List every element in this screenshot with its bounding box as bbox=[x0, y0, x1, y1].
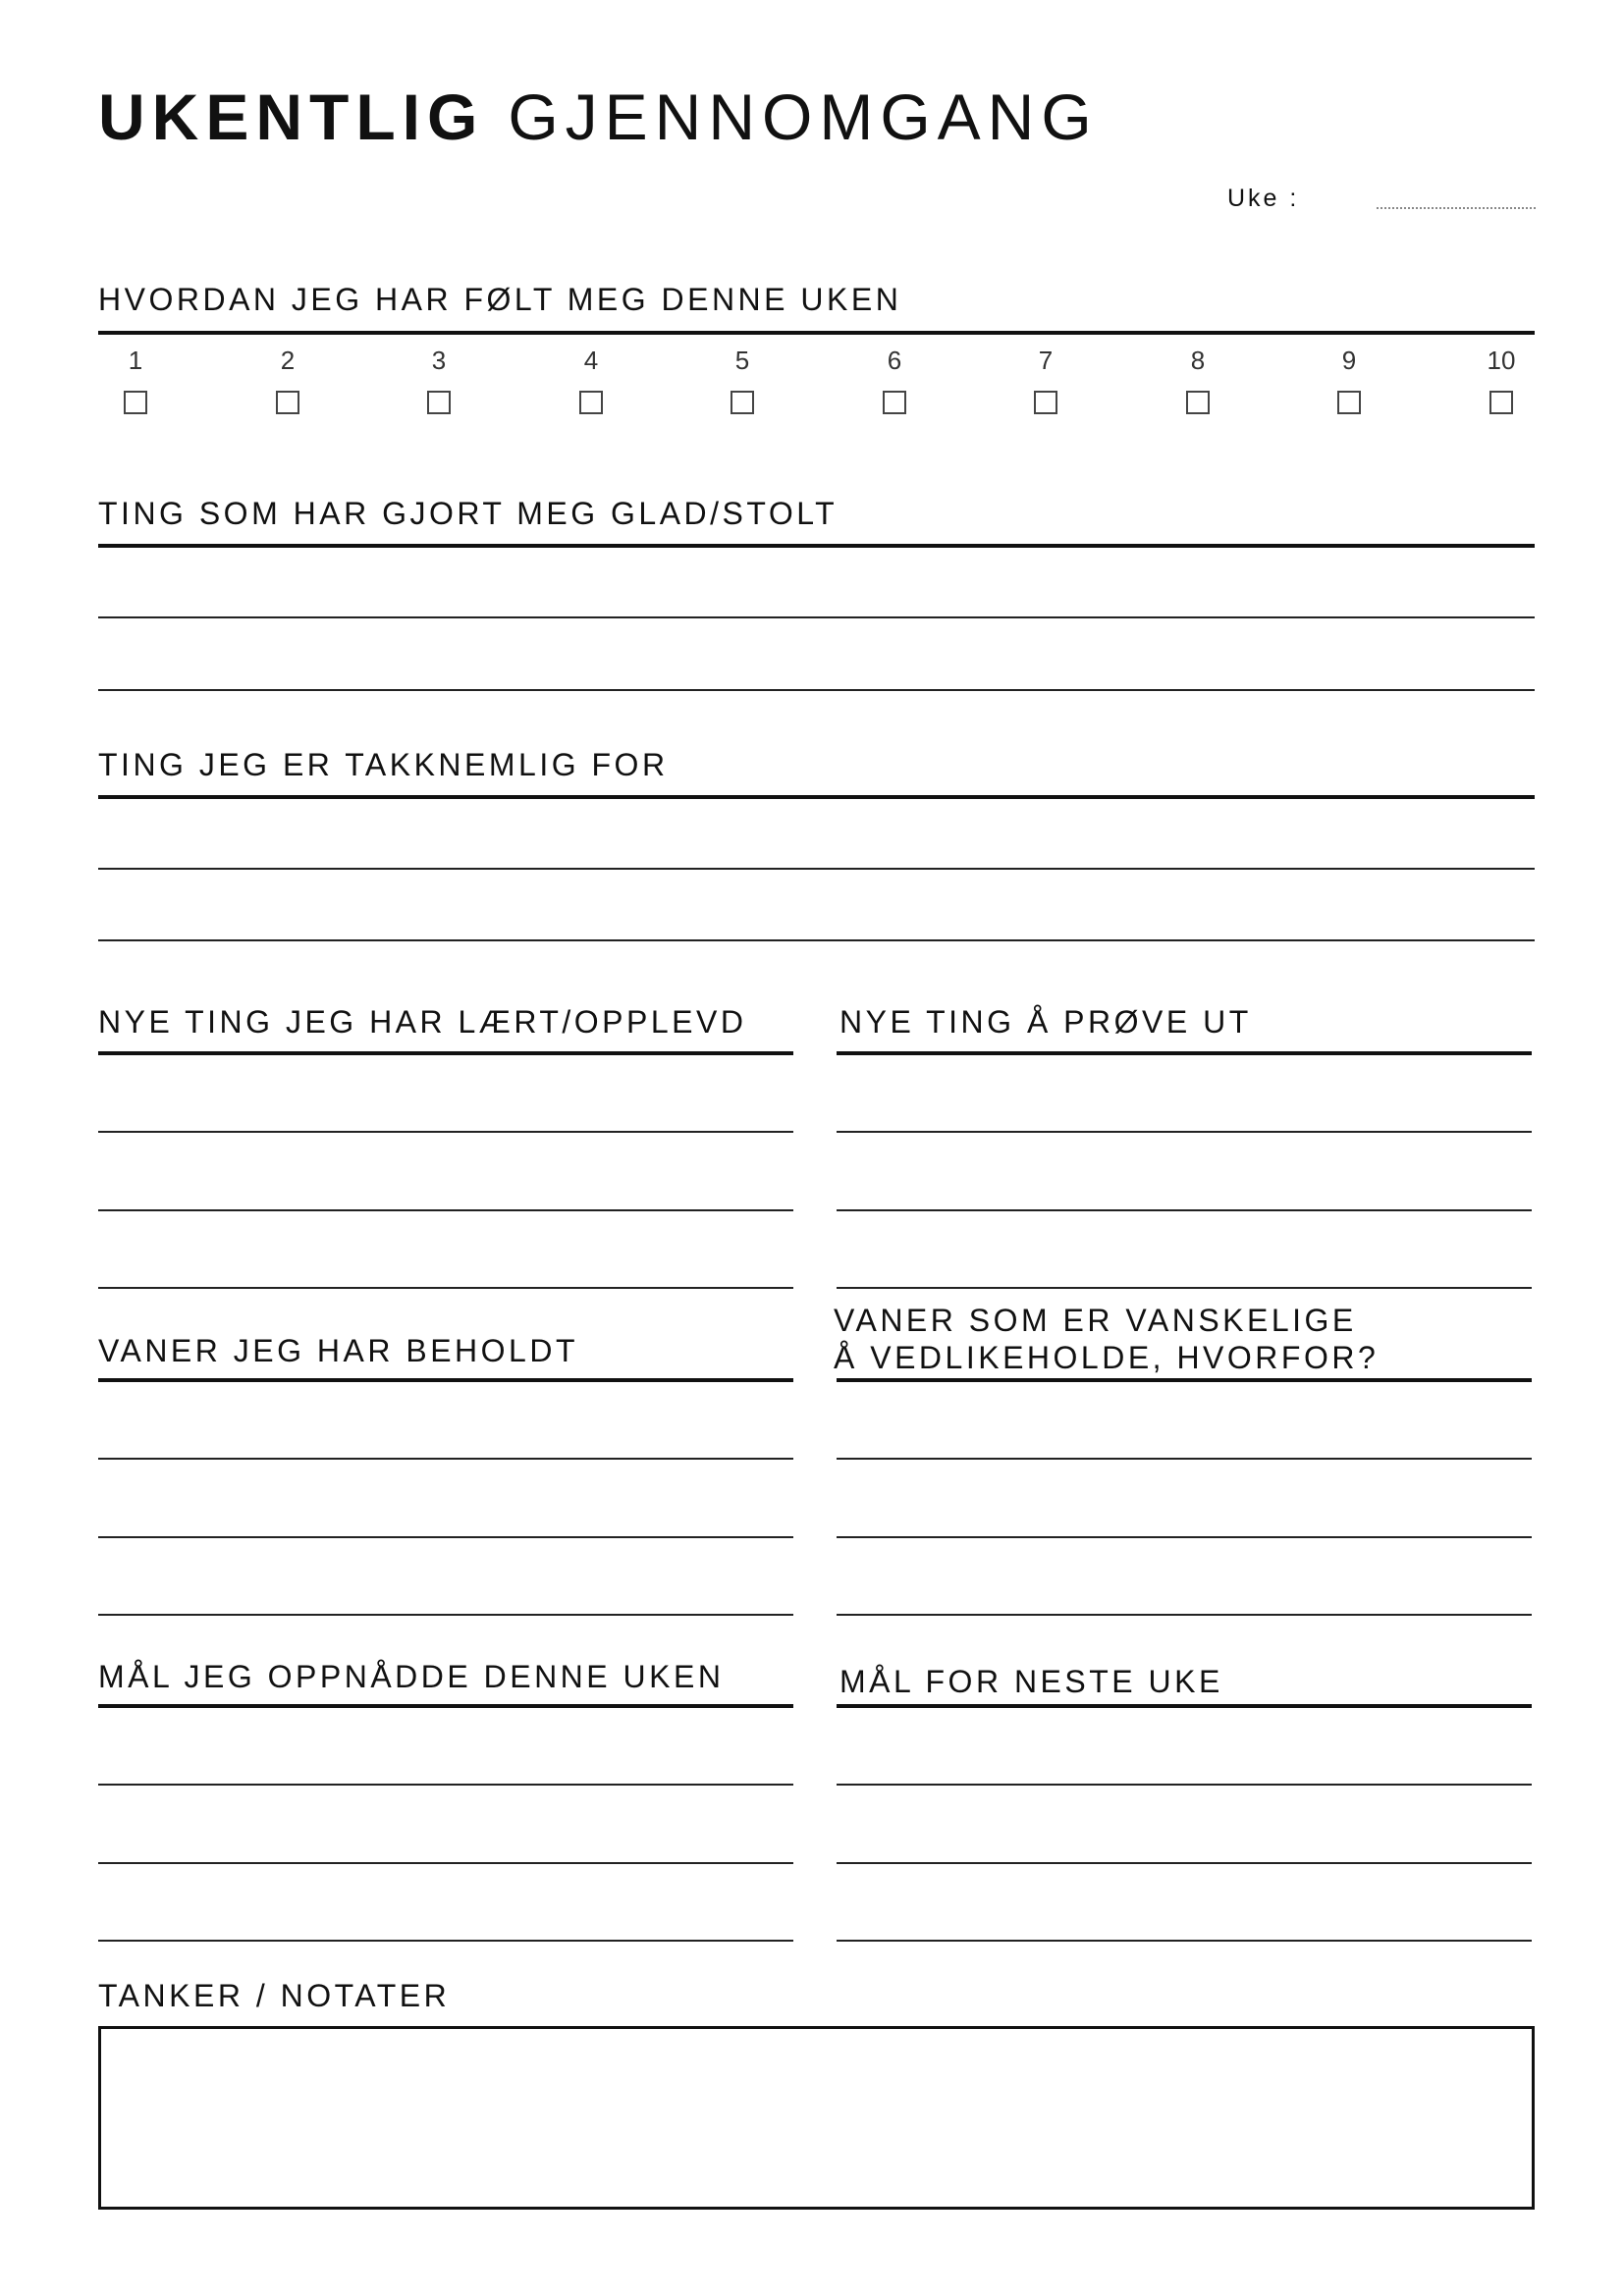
try-writing-line[interactable] bbox=[837, 1287, 1532, 1289]
habits-kept-writing-line[interactable] bbox=[98, 1458, 793, 1460]
habits-hard-writing-line[interactable] bbox=[837, 1536, 1532, 1538]
proud-writing-line[interactable] bbox=[98, 616, 1535, 618]
goals-achieved-writing-line[interactable] bbox=[98, 1940, 793, 1942]
goals-achieved-writing-line[interactable] bbox=[98, 1862, 793, 1864]
scale-number: 1 bbox=[128, 346, 143, 375]
learned-heading: NYE TING JEG HAR LÆRT/OPPLEVD bbox=[98, 1004, 747, 1040]
notes-box[interactable] bbox=[98, 2026, 1535, 2210]
mood-checkbox-8[interactable] bbox=[1186, 391, 1210, 414]
scale-number: 8 bbox=[1190, 346, 1206, 375]
page-title bbox=[98, 80, 1099, 153]
scale-number: 9 bbox=[1341, 346, 1357, 375]
scale-number: 4 bbox=[583, 346, 599, 375]
habits-kept-heading: VANER JEG HAR BEHOLDT bbox=[98, 1333, 578, 1368]
habits-kept-rule bbox=[98, 1378, 793, 1382]
try-heading: NYE TING Å PRØVE UT bbox=[839, 1004, 1252, 1040]
learned-writing-line[interactable] bbox=[98, 1131, 793, 1133]
mood-checkbox-10[interactable] bbox=[1489, 391, 1513, 414]
grateful-writing-line[interactable] bbox=[98, 939, 1535, 941]
scale-number: 10 bbox=[1487, 346, 1516, 375]
goals-next-writing-line[interactable] bbox=[837, 1784, 1532, 1786]
habits-kept-writing-line[interactable] bbox=[98, 1536, 793, 1538]
goals-achieved-heading: MÅL JEG OPPNÅDDE DENNE UKEN bbox=[98, 1659, 725, 1694]
grateful-heading: TING JEG ER TAKKNEMLIG FOR bbox=[98, 747, 669, 782]
scale-number: 2 bbox=[280, 346, 296, 375]
scale-number: 3 bbox=[431, 346, 447, 375]
mood-checkbox-7[interactable] bbox=[1034, 391, 1057, 414]
habits-hard-writing-line[interactable] bbox=[837, 1458, 1532, 1460]
mood-checkbox-3[interactable] bbox=[427, 391, 451, 414]
habits-hard-heading: VANER SOM ER VANSKELIGE Å VEDLIKEHOLDE, HVORFOR? bbox=[834, 1303, 1380, 1376]
goals-achieved-rule bbox=[98, 1704, 793, 1708]
scale-number: 5 bbox=[734, 346, 750, 375]
try-writing-line[interactable] bbox=[837, 1209, 1532, 1211]
mood-checkbox-4[interactable] bbox=[579, 391, 603, 414]
goals-next-rule bbox=[837, 1704, 1532, 1708]
grateful-writing-line[interactable] bbox=[98, 868, 1535, 870]
scale-number: 6 bbox=[887, 346, 902, 375]
notes-heading: TANKER / NOTATER bbox=[98, 1978, 451, 2013]
week-input-line[interactable] bbox=[1377, 207, 1536, 209]
mood-checkbox-5[interactable] bbox=[731, 391, 754, 414]
grateful-rule bbox=[98, 795, 1535, 799]
mood-checkbox-1[interactable] bbox=[124, 391, 147, 414]
title-bold: UKENTLIG bbox=[98, 80, 485, 153]
habits-hard-rule bbox=[837, 1378, 1532, 1382]
goals-achieved-writing-line[interactable] bbox=[98, 1784, 793, 1786]
goals-next-writing-line[interactable] bbox=[837, 1940, 1532, 1942]
mood-heading: HVORDAN JEG HAR FØLT MEG DENNE UKEN bbox=[98, 282, 902, 317]
scale-number: 7 bbox=[1038, 346, 1054, 375]
learned-writing-line[interactable] bbox=[98, 1287, 793, 1289]
title-light: GJENNOMGANG bbox=[508, 80, 1099, 153]
proud-writing-line[interactable] bbox=[98, 689, 1535, 691]
mood-rule bbox=[98, 331, 1535, 335]
proud-heading: TING SOM HAR GJORT MEG GLAD/STOLT bbox=[98, 496, 839, 531]
learned-rule bbox=[98, 1051, 793, 1055]
week-label: Uke : bbox=[1227, 185, 1300, 212]
mood-checkbox-9[interactable] bbox=[1337, 391, 1361, 414]
goals-next-writing-line[interactable] bbox=[837, 1862, 1532, 1864]
mood-checkbox-2[interactable] bbox=[276, 391, 299, 414]
mood-checkbox-6[interactable] bbox=[883, 391, 906, 414]
learned-writing-line[interactable] bbox=[98, 1209, 793, 1211]
proud-rule bbox=[98, 544, 1535, 548]
goals-next-heading: MÅL FOR NESTE UKE bbox=[839, 1664, 1223, 1699]
habits-hard-writing-line[interactable] bbox=[837, 1614, 1532, 1616]
try-writing-line[interactable] bbox=[837, 1131, 1532, 1133]
habits-kept-writing-line[interactable] bbox=[98, 1614, 793, 1616]
try-rule bbox=[837, 1051, 1532, 1055]
